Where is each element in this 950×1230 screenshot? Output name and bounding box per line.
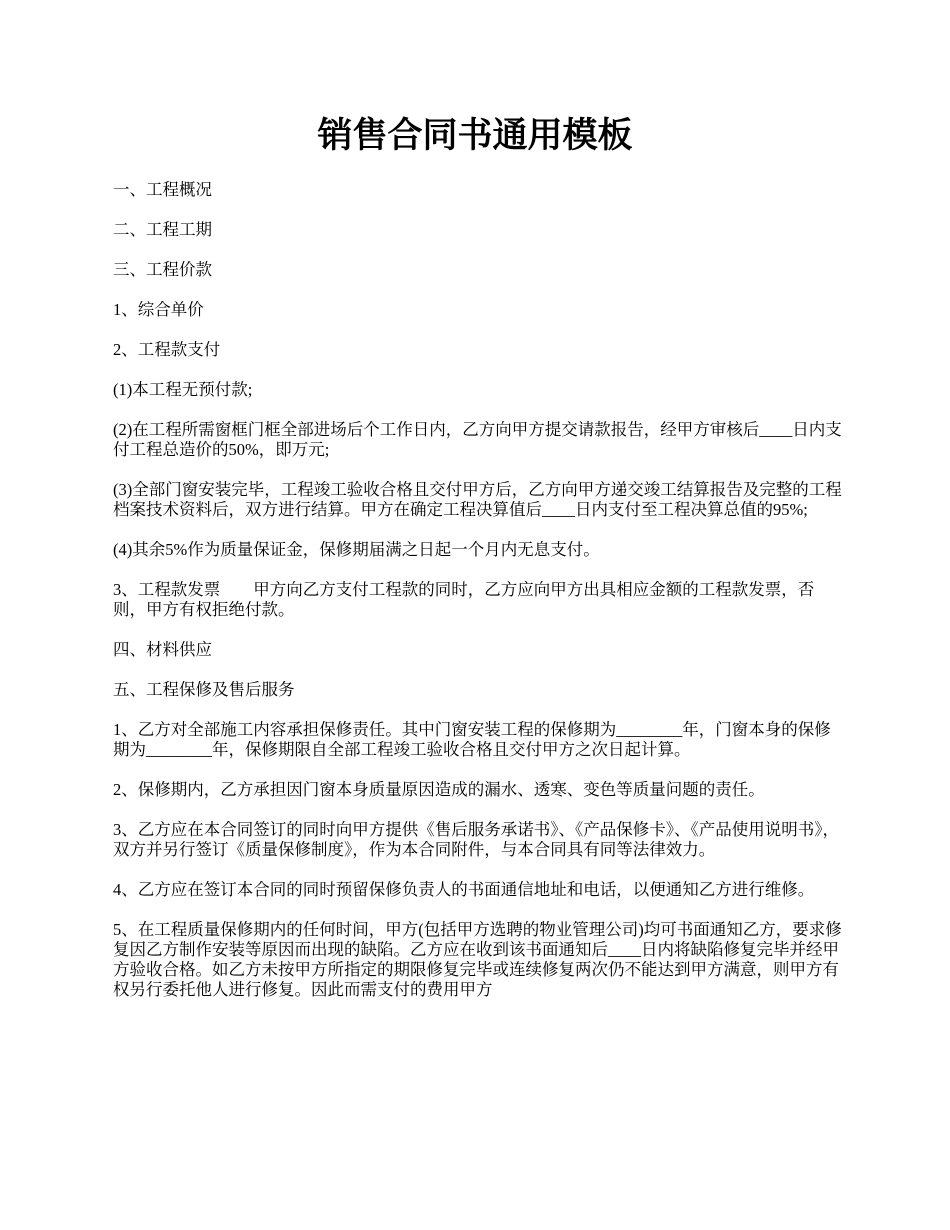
warranty-clause-5: 5、在工程质量保修期内的任何时间，甲方(包括甲方选聘的物业管理公司)均可书面通知乙方，要求修复因乙方制作安装等原因而出现的缺陷。乙方应在收到该书面通知后____日内将缺陷修复完毕并经甲方验收合格。如乙方未按甲方所指定的期限修复完毕或连续修复两次仍不能达到甲方满意，则甲方有权另行委托他人进行修复。因此而需支付的费用甲方: [113, 920, 842, 999]
section-heading-material-supply: 四、材料供应: [113, 640, 212, 659]
subsection-unit-price: 1、综合单价: [113, 300, 204, 319]
subsection-invoice: 3、工程款发票 甲方向乙方支付工程款的同时，乙方应向甲方出具相应金额的工程款发票，否则，甲方有权拒绝付款。: [113, 580, 815, 619]
warranty-clause-4: 4、乙方应在签订本合同的同时预留保修负责人的书面通信地址和电话，以便通知乙方进行维修。: [113, 880, 815, 899]
section-heading-project-overview: 一、工程概况: [113, 180, 212, 199]
payment-clause-3: (3)全部门窗安装完毕，工程竣工验收合格且交付甲方后，乙方向甲方递交竣工结算报告及完整的工程档案技术资料后，双方进行结算。甲方在确定工程决算值后____日内支付至工程决算总值的95%;: [113, 480, 842, 519]
payment-clause-4: (4)其余5%作为质量保证金，保修期届满之日起一个月内无息支付。: [113, 540, 600, 559]
section-heading-project-duration: 二、工程工期: [113, 220, 212, 239]
subsection-payment: 2、工程款支付: [113, 340, 221, 359]
payment-clause-1: (1)本工程无预付款;: [113, 380, 253, 399]
document-title: 销售合同书通用模板: [317, 116, 633, 156]
document-body: [113, 180, 843, 1020]
section-heading-warranty-service: 五、工程保修及售后服务: [113, 680, 295, 699]
warranty-clause-1: 1、乙方对全部施工内容承担保修责任。其中门窗安装工程的保修期为________年，门窗本身的保修期为________年，保修期限自全部工程竣工验收合格且交付甲方之次日起计算。: [113, 720, 831, 759]
payment-clause-2: (2)在工程所需窗框门框全部进场后个工作日内，乙方向甲方提交请款报告，经甲方审核后____日内支付工程总造价的50%，即万元;: [113, 420, 842, 459]
warranty-clause-3: 3、乙方应在本合同签订的同时向甲方提供《售后服务承诺书》、《产品保修卡》、《产品使用说明书》，双方并另行签订《质量保修制度》，作为本合同附件，与本合同具有同等法律效力。: [113, 820, 839, 859]
section-heading-project-price: 三、工程价款: [113, 260, 212, 279]
warranty-clause-2: 2、保修期内，乙方承担因门窗本身质量原因造成的漏水、透寒、变色等质量问题的责任。: [113, 780, 765, 799]
